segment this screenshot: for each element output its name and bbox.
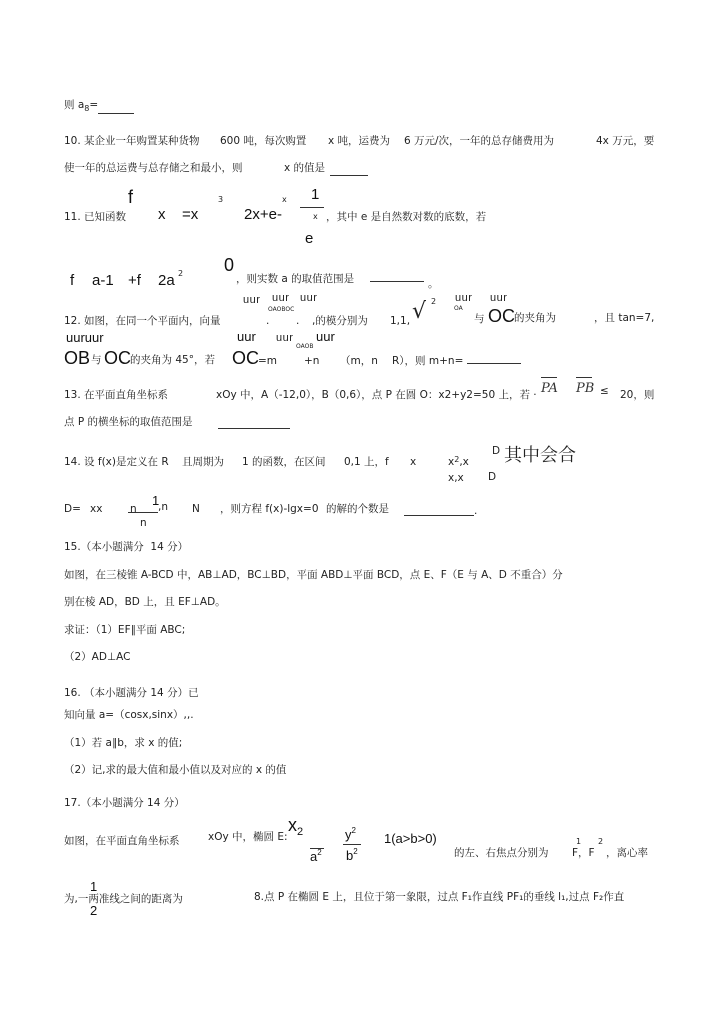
- q12-angle2: 的夹角为 45°，若: [130, 354, 215, 366]
- q17-l2b: 8.点 P 在椭圆 E 上，且位于第一象限，过点 F₁作直线 PF₁的垂线 l₁,过点 F₂作直: [254, 891, 625, 903]
- q10-line1e: 4x 万元，要: [596, 135, 655, 147]
- q9-tail: =: [89, 99, 99, 111]
- q13-l2: 点 P 的横坐标的取值范围是: [64, 416, 193, 428]
- q14-c: 1 的函数，在区间: [242, 456, 326, 468]
- q12-tan: ，且 tan=7,: [594, 312, 655, 324]
- q12-sqrt-exp: 2: [431, 297, 437, 306]
- q17-frac2-bar: [343, 844, 361, 845]
- q17-f1: F，F: [572, 847, 595, 859]
- q13-pa-arrow: [541, 377, 557, 378]
- q12-eq: =m: [258, 355, 278, 367]
- q11-cube: 3: [218, 195, 224, 204]
- q12-vec-sub: OAOBOC: [268, 306, 295, 313]
- q11-ineq-sup: 2: [178, 269, 184, 278]
- q12-vec-top2: uur: [272, 292, 290, 304]
- q13-pb-arrow: [576, 377, 592, 378]
- q17-x2: [288, 816, 303, 836]
- q12-plus: +n: [304, 355, 320, 367]
- q11-ineq-f: f: [70, 272, 75, 289]
- q11-label: 11. 已知函数: [64, 211, 127, 223]
- q9-answer-blank[interactable]: [98, 113, 134, 114]
- q11-ineq-tail: ，则实数 a 的取值范围是: [236, 273, 355, 285]
- q12-dot2: .: [296, 315, 300, 327]
- q10-line1a: 10. 某企业一年购置某种货物: [64, 135, 200, 147]
- q12-ob: OB: [64, 348, 91, 368]
- q12-with2: 与: [91, 354, 102, 366]
- q14-l2e: ，则方程 f(x)-lgx=0: [220, 503, 319, 515]
- q13-a: 13. 在平面直角坐标系: [64, 389, 169, 401]
- q17-x2-base: x: [288, 815, 297, 835]
- q17-a2: [310, 850, 322, 864]
- q12-oc: OC: [488, 306, 515, 326]
- q14-l2g: .: [474, 505, 478, 517]
- q14-l2d: N: [192, 503, 200, 515]
- q17-b2: [346, 849, 358, 863]
- q14-answer-blank[interactable]: [404, 515, 474, 516]
- q9-sub: 8: [84, 104, 90, 113]
- q12-oa-sub: OA: [454, 305, 463, 312]
- q11-ineq-plusf: +f: [128, 272, 141, 289]
- q12-answer-blank[interactable]: [467, 363, 521, 364]
- q13-le: ≤: [600, 385, 609, 397]
- q9-line: [64, 100, 98, 112]
- q14-fraction-bar: [128, 512, 158, 513]
- q12-l2-top3: uur: [276, 332, 294, 344]
- q10-line2a: 使一年的总运费与总存储之和最小，则: [64, 162, 243, 174]
- q14-d: 0,1 上，f: [344, 456, 389, 468]
- q17-d: ，离心率: [606, 847, 648, 859]
- q11-dene: e: [305, 230, 314, 247]
- q14-l2c: n: [130, 503, 137, 515]
- q12-vals: 1,1,: [390, 315, 411, 327]
- q15-title-text: 15.（本小题满分: [64, 541, 144, 553]
- q11-denx: x: [313, 212, 318, 221]
- q15-line4: （2）AD⊥AC: [64, 651, 131, 663]
- q10-line1b: 600 吨，每次购置: [220, 135, 307, 147]
- q12-oa-top1: uur: [455, 292, 473, 304]
- q16-title: 16. （本小题满分 14 分）已: [64, 687, 199, 699]
- q17-a: 如图，在平面直角坐标系: [64, 835, 180, 847]
- q14-l2b: xx: [90, 503, 103, 515]
- q16-line1: 知向量 a=（cosx,sinx）,,.: [64, 709, 194, 721]
- q17-y2-base: y: [345, 827, 352, 842]
- q12-oc3: OC: [232, 348, 259, 368]
- q12-l2-top2: uur: [237, 329, 256, 344]
- q17-b2-base: b: [346, 848, 354, 863]
- q12-vec-top3: uur: [300, 292, 318, 304]
- q12-dot1: .: [266, 315, 270, 327]
- q15-line3: 求证：（1）EF∥平面 ABC;: [64, 624, 186, 636]
- q14-x2-tail: ,x: [459, 456, 469, 468]
- q13-pa: PA: [541, 381, 558, 396]
- q11-eq: =x: [182, 206, 199, 223]
- q15-title: [64, 542, 188, 554]
- q17-a2-sup: 2: [317, 848, 322, 857]
- q12-l2-top: uuruur: [66, 330, 104, 345]
- q14-x2-sup: 2: [454, 455, 460, 464]
- q13-answer-blank[interactable]: [218, 428, 290, 429]
- q12-oaob: OAOB: [296, 343, 314, 350]
- q16-line3: （2）记,求的最大值和最小值以及对应的 x 的值: [64, 764, 287, 776]
- q14-l2den: n: [140, 517, 147, 529]
- q11-f: f: [128, 187, 134, 207]
- q15-line1: 如图，在三棱锥 A-BCD 中，AB⊥AD，BC⊥BD，平面 ABD⊥平面 BCD，点 E、F（E 与 A、D 不重合）分: [64, 569, 563, 581]
- q11-ineq-a: a-1: [92, 272, 114, 289]
- q10-line1d: 6 万元/次，一年的总存储费用为: [404, 135, 555, 147]
- q16-line2: （1）若 a∥b，求 x 的值;: [64, 737, 183, 749]
- q10-line1c: x 吨，运费为: [328, 135, 391, 147]
- q14-l2f: 的解的个数是: [326, 503, 389, 515]
- q14-l2n: ,n: [158, 501, 168, 513]
- q14-D1: D: [492, 445, 501, 457]
- q14-xx: x,x: [448, 472, 464, 484]
- q17-a2-base: a: [310, 849, 318, 864]
- q14-x2-base: x: [448, 456, 455, 468]
- q17-l2num: 1: [90, 879, 98, 894]
- q11-x: x: [158, 206, 166, 223]
- q12-oa-top2: uur: [490, 292, 508, 304]
- q17-l2den: 2: [90, 903, 98, 918]
- q14-l2num: 1: [152, 493, 160, 508]
- q12-r: R），则 m+n=: [392, 355, 464, 367]
- q12-l2-top4: uur: [316, 329, 335, 344]
- sqrt-icon: √: [412, 299, 427, 324]
- q11-ineq-2a: 2a: [158, 272, 175, 289]
- q17-y2-sup: 2: [351, 826, 356, 835]
- q12-angle: 的夹角为: [514, 312, 556, 324]
- q17-b2-sup: 2: [353, 847, 358, 856]
- q11-supx: x: [282, 195, 287, 204]
- q13-pb: PB: [576, 381, 595, 396]
- q14-hanzi: 其中会合: [504, 445, 576, 466]
- q10-answer-blank[interactable]: [330, 175, 368, 176]
- q14-x: x: [410, 456, 417, 468]
- q12-mid: ,的模分别为: [312, 315, 368, 327]
- q9-text: 则 a: [64, 99, 85, 111]
- q17-f2sup: 2: [598, 837, 604, 846]
- q11-expr: 2x+e-: [244, 206, 282, 223]
- q13-c: 20，则: [620, 389, 655, 401]
- q12-vec-top1: uur: [243, 294, 261, 306]
- q14-a: 14. 设 f(x)是定义在 R: [64, 456, 169, 468]
- q12-label: 12. 如图，在同一个平面内，向量: [64, 315, 221, 327]
- q15-line2: 别在棱 AD，BD 上，且 EF⊥AD。: [64, 596, 226, 608]
- q17-l2a: 为,一两准线之间的距离为: [64, 893, 183, 905]
- q11-fraction-bar: [300, 207, 324, 208]
- q12-cond: （m，n: [340, 355, 378, 367]
- q11-num: 1: [311, 186, 320, 203]
- q15-score: 14 分）: [150, 541, 189, 553]
- q12-oc2: OC: [104, 348, 131, 368]
- q17-eq: 1(a>b>0): [384, 831, 437, 846]
- q12-with: 与: [474, 313, 485, 325]
- q17-b: xOy 中，椭圆 E:: [208, 831, 288, 843]
- q11-tail: ，其中 e 是自然数对数的底数，若: [326, 211, 487, 223]
- q11-answer-blank[interactable]: [370, 281, 424, 282]
- q14-b: 且周期为: [182, 456, 224, 468]
- q11-zero: 0: [224, 255, 235, 275]
- q17-title: 17.（本小题满分 14 分）: [64, 797, 185, 809]
- q13-b: xOy 中，A（-12,0），B（0,6），点 P 在圆 O：x2+y2=50 上，若 ·: [216, 389, 537, 401]
- q17-f1sup: 1: [576, 837, 582, 846]
- q17-y2: [345, 828, 356, 842]
- q11-dot: 。: [428, 278, 439, 290]
- q14-x2: [448, 457, 469, 469]
- q17-c: 的左、右焦点分别为: [454, 847, 549, 859]
- q17-x2-sub: 2: [297, 826, 304, 838]
- q10-line2b: x 的值是: [284, 162, 326, 174]
- q14-D2: D: [488, 471, 497, 483]
- q14-l2a: D=: [64, 503, 81, 515]
